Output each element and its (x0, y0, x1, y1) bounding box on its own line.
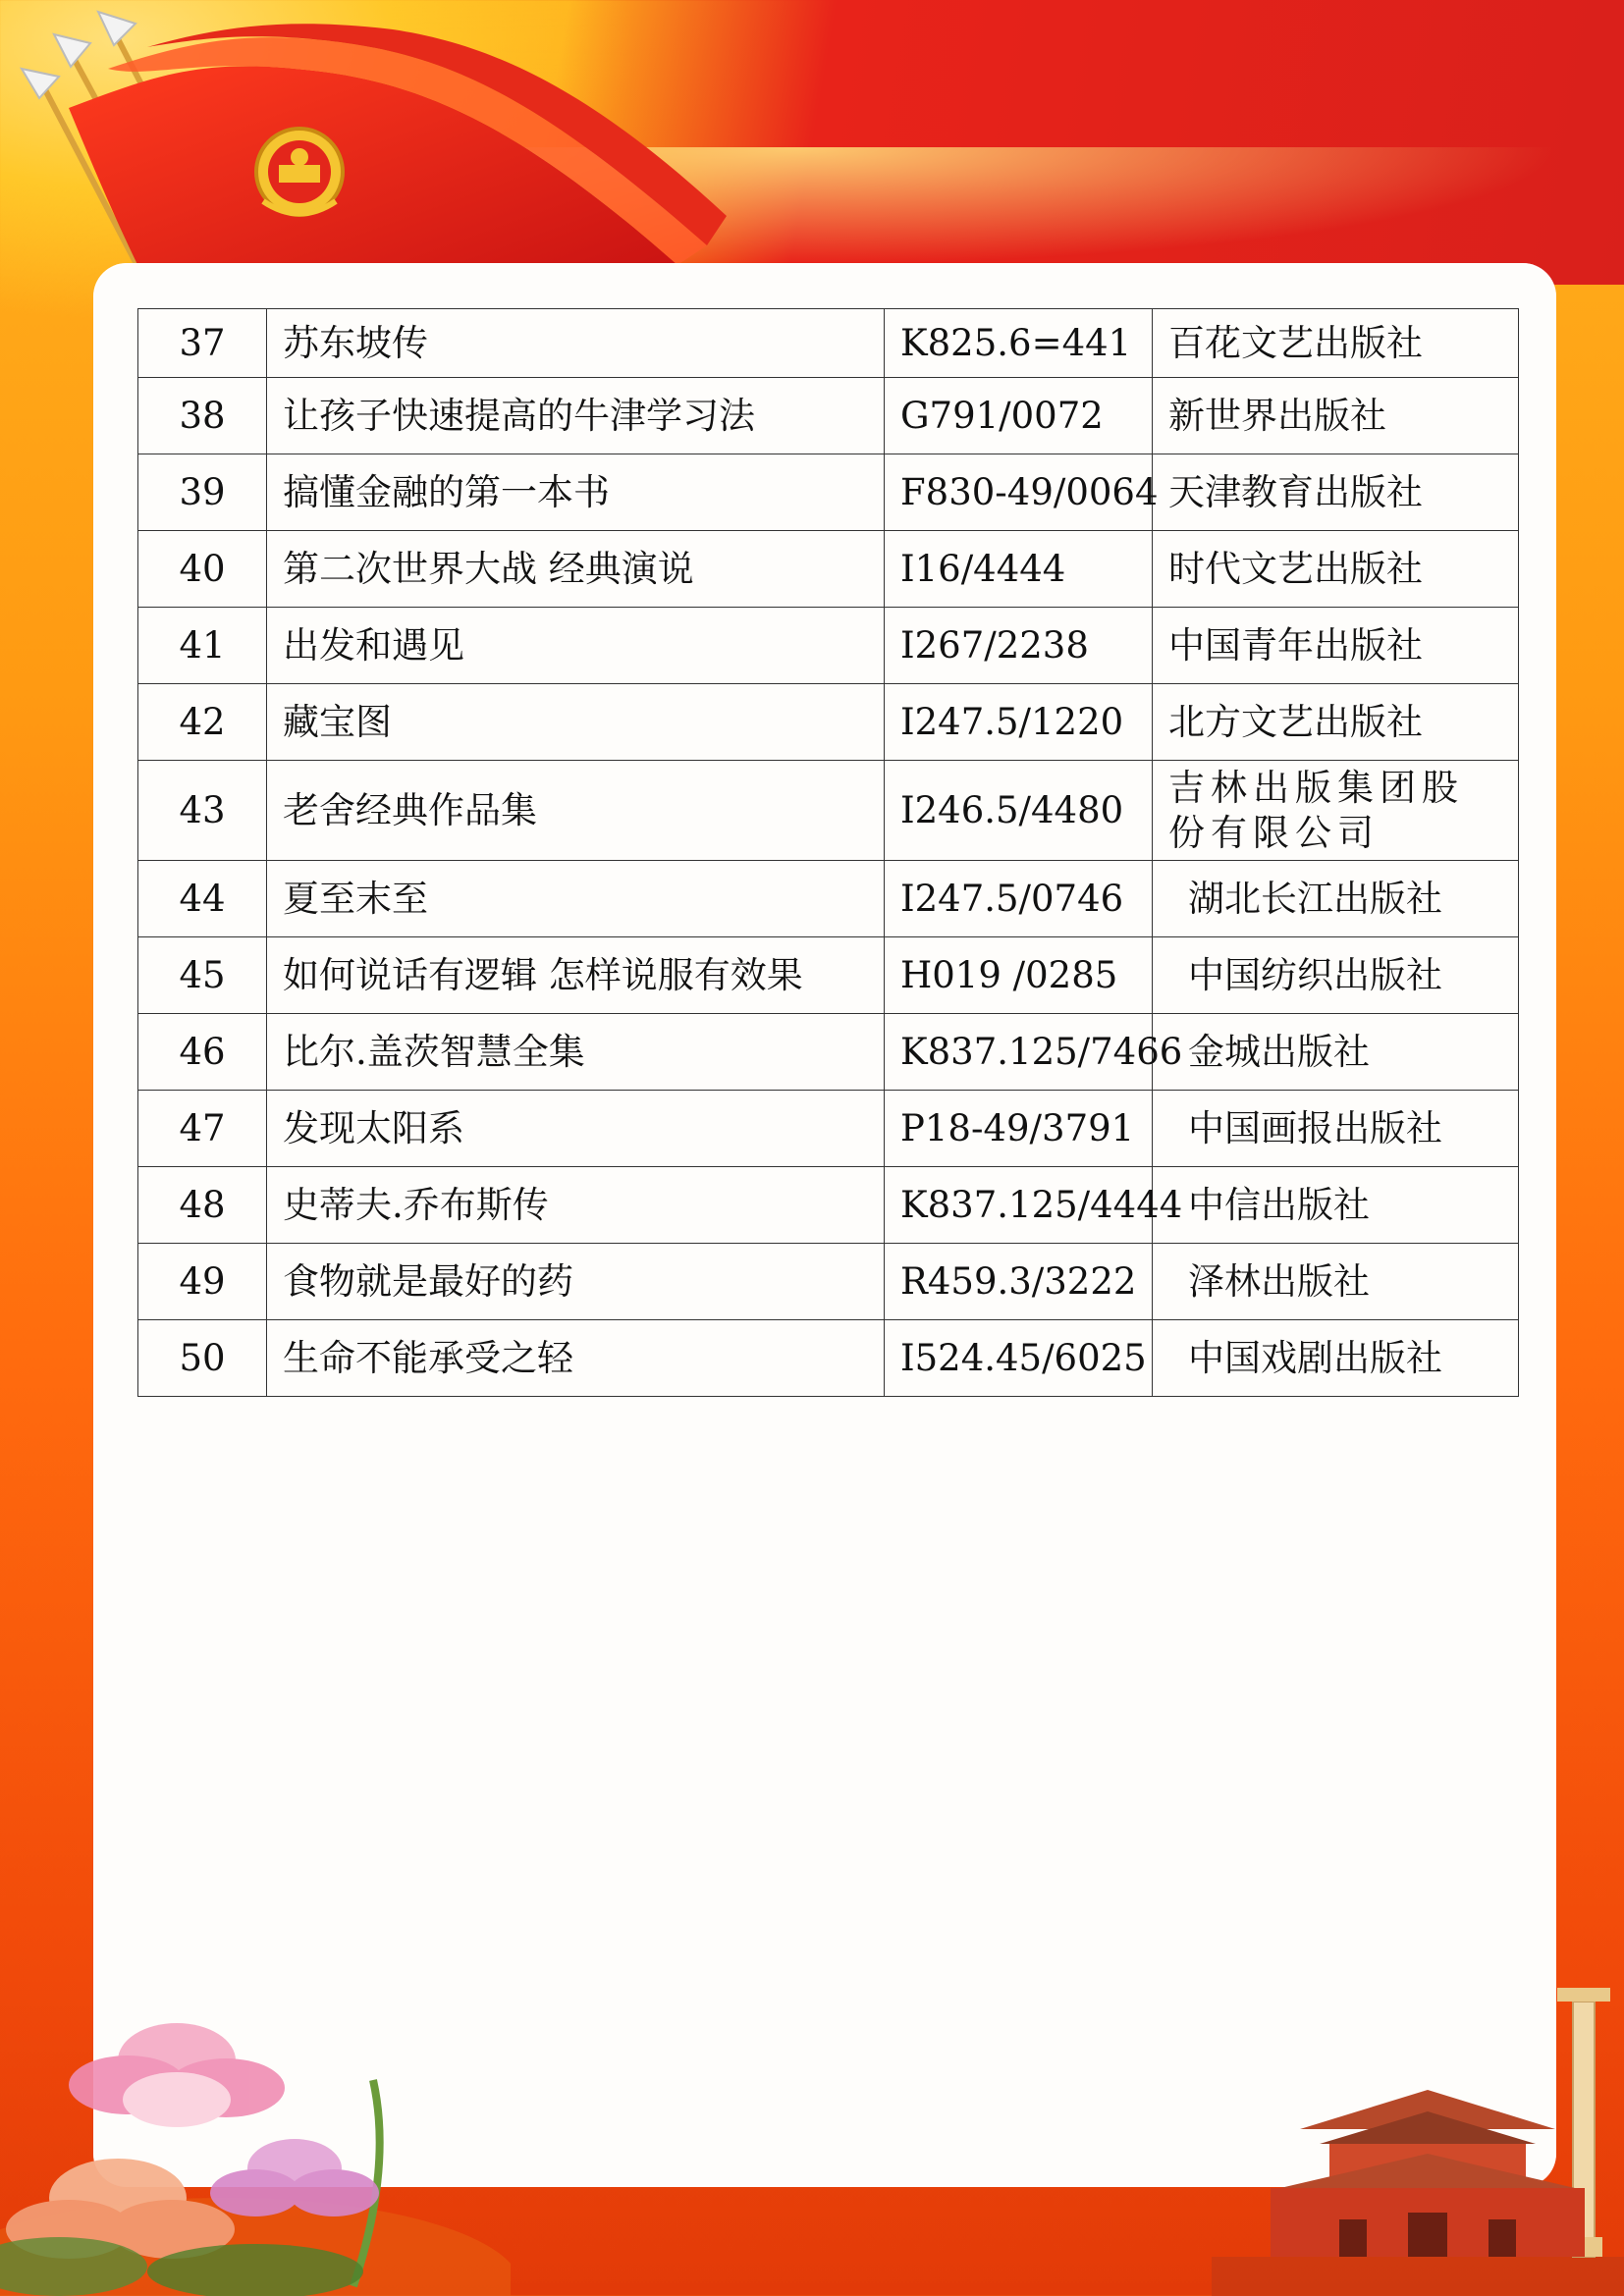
book-title: 第二次世界大战 经典演说 (267, 531, 885, 608)
row-number: 43 (138, 761, 267, 861)
row-number: 46 (138, 1014, 267, 1091)
row-number: 39 (138, 454, 267, 531)
table-row (138, 608, 1519, 684)
table-row (138, 531, 1519, 608)
publisher: 中国画报出版社 (1153, 1091, 1519, 1167)
book-title: 食物就是最好的药 (267, 1244, 885, 1320)
table-row (138, 861, 1519, 937)
call-number: K837.125/7466 (885, 1014, 1153, 1091)
call-number: K837.125/4444 (885, 1167, 1153, 1244)
publisher: 北方文艺出版社 (1153, 684, 1519, 761)
book-title: 苏东坡传 (267, 309, 885, 378)
row-number: 47 (138, 1091, 267, 1167)
call-number: R459.3/3222 (885, 1244, 1153, 1320)
book-title: 比尔.盖茨智慧全集 (267, 1014, 885, 1091)
publisher: 吉林出版集团股份有限公司 (1153, 761, 1519, 861)
book-title: 夏至末至 (267, 861, 885, 937)
publisher: 百花文艺出版社 (1153, 309, 1519, 378)
call-number: H019 /0285 (885, 937, 1153, 1014)
book-title: 出发和遇见 (267, 608, 885, 684)
row-number: 38 (138, 378, 267, 454)
call-number: F830-49/0064 (885, 454, 1153, 531)
publisher: 中国纺织出版社 (1153, 937, 1519, 1014)
row-number: 41 (138, 608, 267, 684)
call-number: I247.5/1220 (885, 684, 1153, 761)
table-row (138, 1244, 1519, 1320)
table-row (138, 454, 1519, 531)
publisher: 湖北长江出版社 (1153, 861, 1519, 937)
row-number: 42 (138, 684, 267, 761)
cppcc-emblem-icon (256, 129, 343, 215)
publisher: 新世界出版社 (1153, 378, 1519, 454)
publisher: 时代文艺出版社 (1153, 531, 1519, 608)
tiananmen-decoration (1212, 1943, 1624, 2296)
table-row (138, 937, 1519, 1014)
call-number: I524.45/6025 (885, 1320, 1153, 1397)
publisher: 金城出版社 (1153, 1014, 1519, 1091)
book-title: 发现太阳系 (267, 1091, 885, 1167)
call-number: G791/0072 (885, 378, 1153, 454)
row-number: 50 (138, 1320, 267, 1397)
book-title: 史蒂夫.乔布斯传 (267, 1167, 885, 1244)
red-flags-decoration (0, 0, 746, 285)
row-number: 45 (138, 937, 267, 1014)
table-row (138, 1014, 1519, 1091)
book-title: 搞懂金融的第一本书 (267, 454, 885, 531)
call-number: K825.6=441 (885, 309, 1153, 378)
row-number: 37 (138, 309, 267, 378)
row-number: 44 (138, 861, 267, 937)
book-title: 生命不能承受之轻 (267, 1320, 885, 1397)
publisher: 天津教育出版社 (1153, 454, 1519, 531)
publisher: 中信出版社 (1153, 1167, 1519, 1244)
publisher: 中国戏剧出版社 (1153, 1320, 1519, 1397)
book-title: 老舍经典作品集 (267, 761, 885, 861)
table-row (138, 1320, 1519, 1397)
lotus-decoration (0, 1972, 511, 2296)
call-number: P18-49/3791 (885, 1091, 1153, 1167)
row-number: 48 (138, 1167, 267, 1244)
book-title: 藏宝图 (267, 684, 885, 761)
table-row (138, 761, 1519, 861)
table-row (138, 1167, 1519, 1244)
table-row (138, 684, 1519, 761)
table-row (138, 1091, 1519, 1167)
publisher: 泽林出版社 (1153, 1244, 1519, 1320)
table-row (138, 309, 1519, 378)
book-title: 如何说话有逻辑 怎样说服有效果 (267, 937, 885, 1014)
table-row (138, 378, 1519, 454)
row-number: 49 (138, 1244, 267, 1320)
call-number: I267/2238 (885, 608, 1153, 684)
call-number: I247.5/0746 (885, 861, 1153, 937)
call-number: I246.5/4480 (885, 761, 1153, 861)
row-number: 40 (138, 531, 267, 608)
call-number: I16/4444 (885, 531, 1153, 608)
book-list-table (137, 308, 1519, 1397)
book-title: 让孩子快速提高的牛津学习法 (267, 378, 885, 454)
publisher: 中国青年出版社 (1153, 608, 1519, 684)
